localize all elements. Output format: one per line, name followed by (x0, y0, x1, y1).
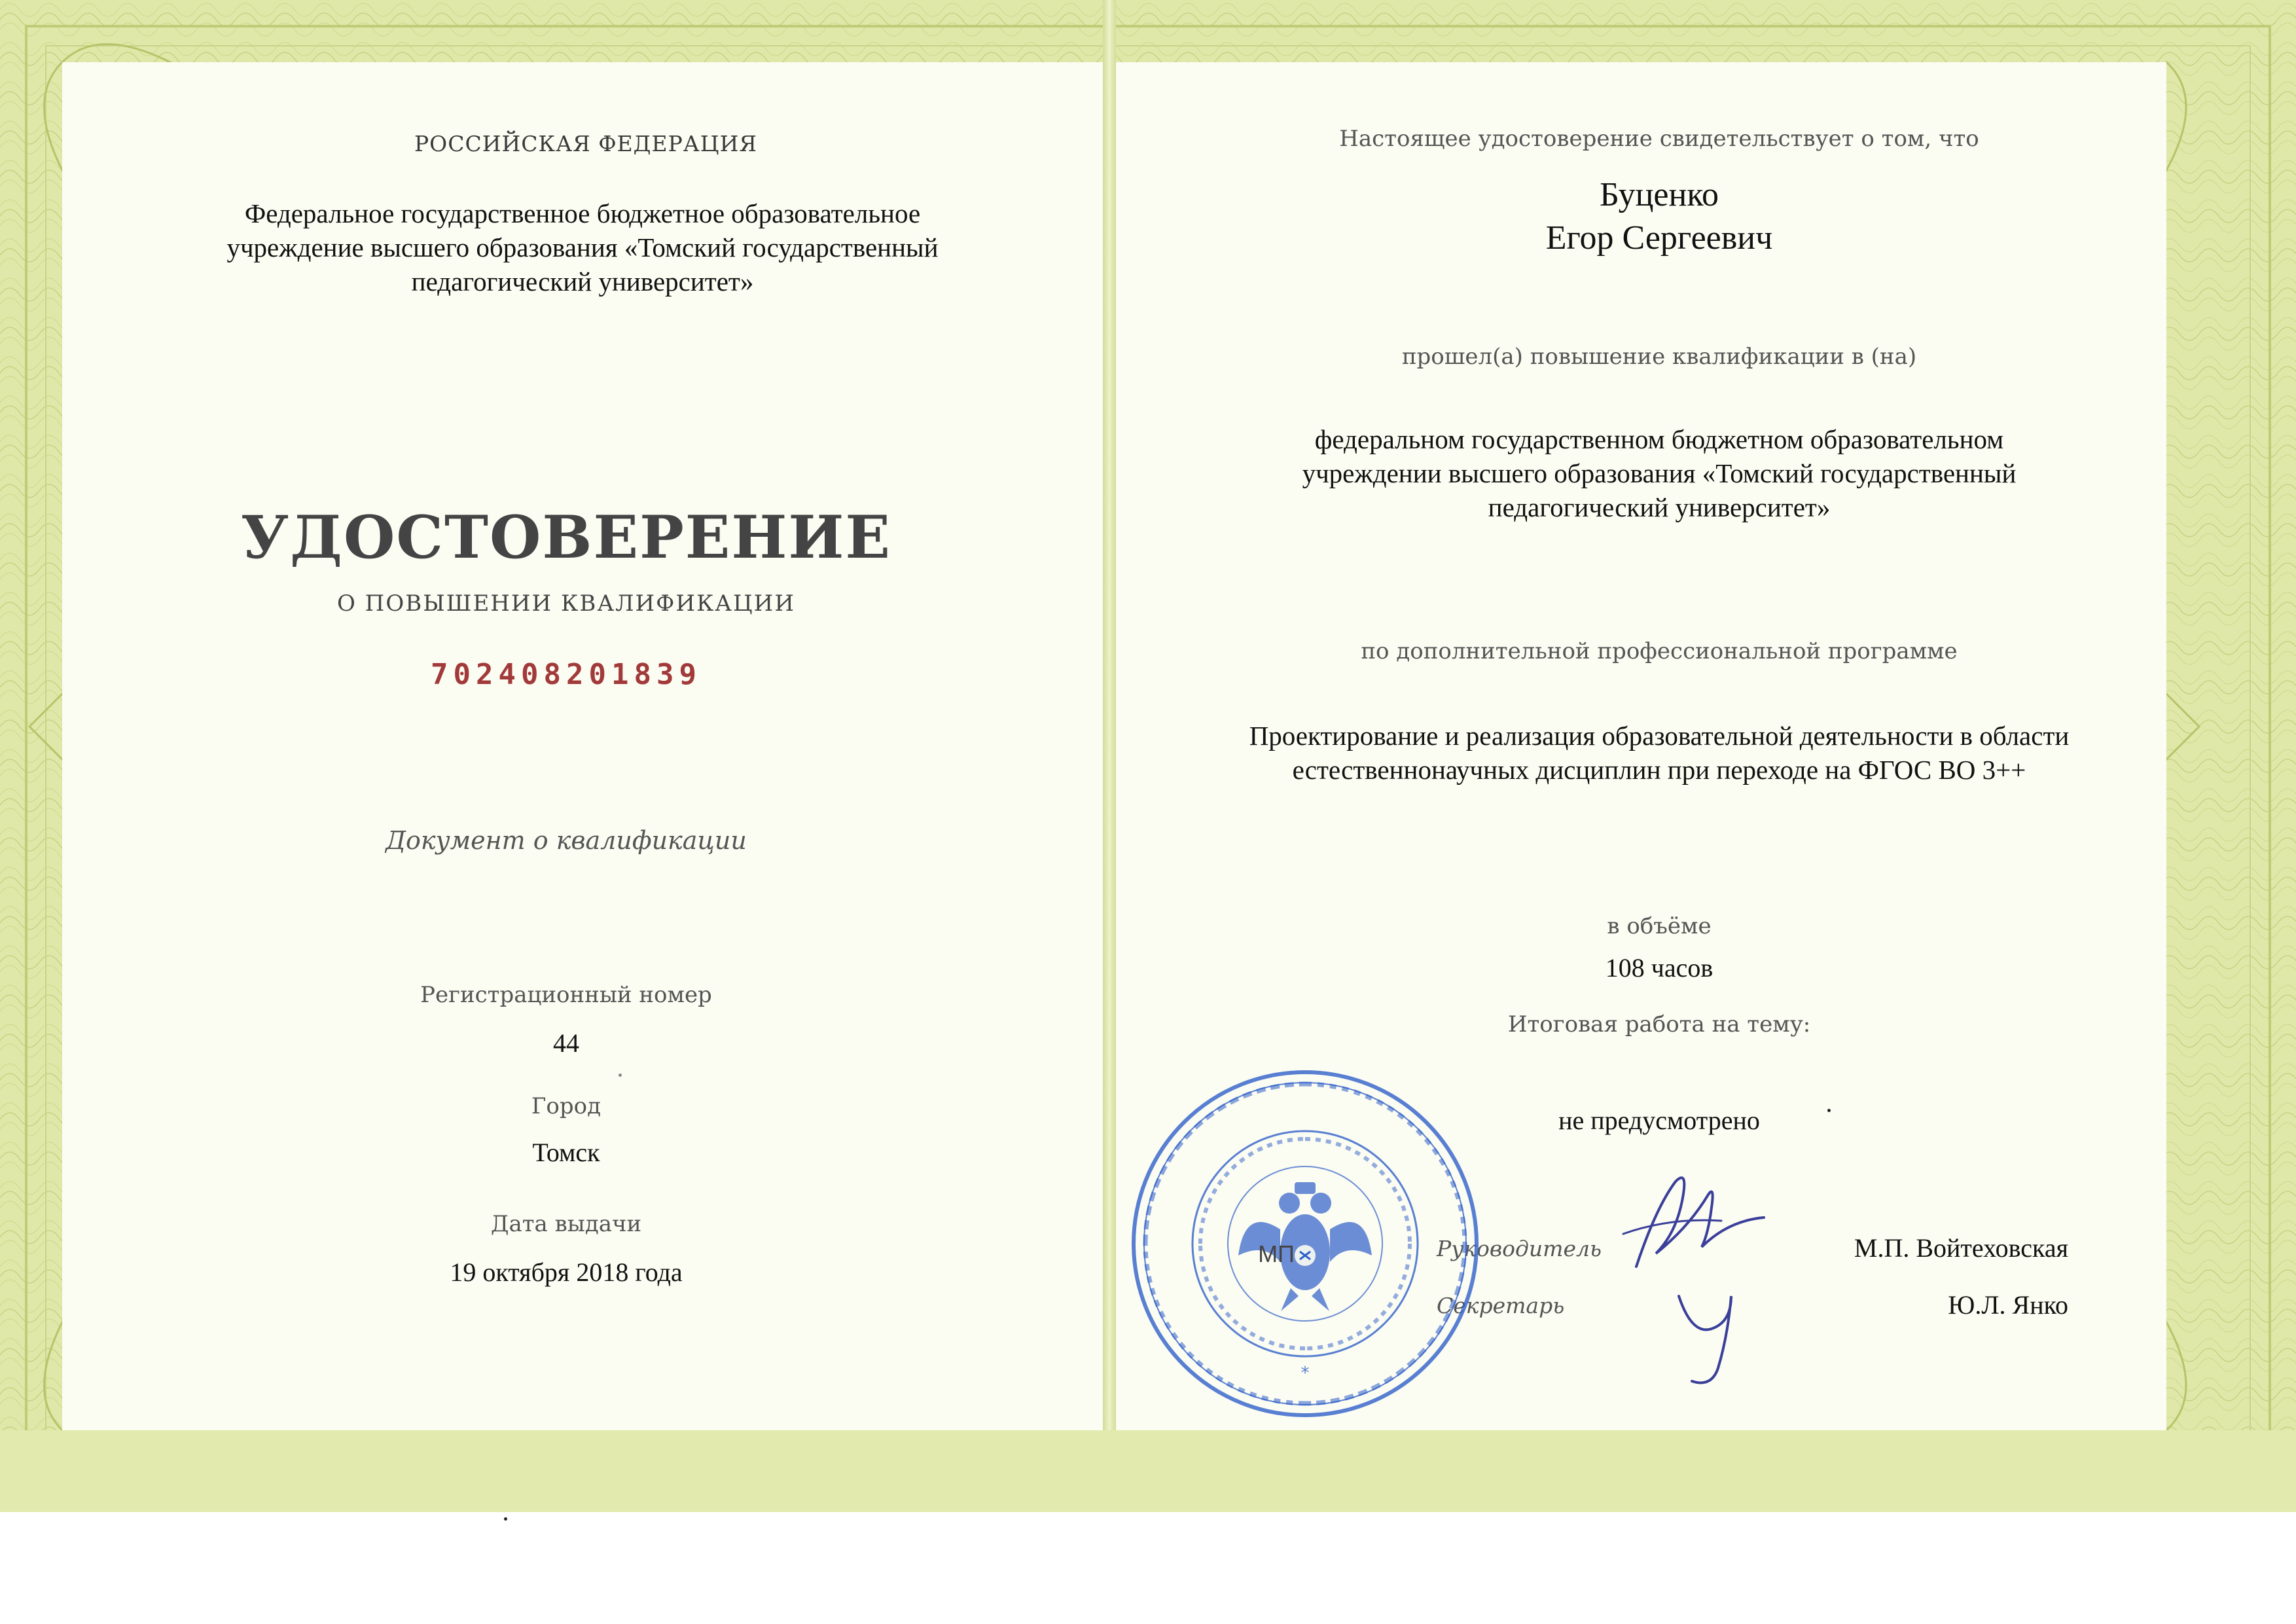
document-subtitle: О ПОВЫШЕНИИ КВАЛИФИКАЦИИ (337, 590, 795, 617)
holder-name (1201, 173, 2117, 260)
issuer-line: Федеральное государственное бюджетное образовательное (244, 198, 921, 228)
registration-value: 44 (553, 1028, 579, 1058)
program-line: Проектирование и реализация образовательной деятельности в области (1249, 721, 2070, 751)
city-label: Город (531, 1093, 601, 1119)
secretary-name: Ю.Л. Янко (1948, 1290, 2068, 1320)
serial-number: 702408201839 (431, 658, 702, 691)
institution-line: учреждении высшего образования «Томский государственный (1302, 458, 2017, 488)
volume-label: в объёме (1607, 913, 1712, 939)
volume-value: 108 часов (1605, 953, 1713, 983)
head-name: М.П. Войтеховская (1854, 1233, 2068, 1263)
ink-dot (1827, 1109, 1831, 1112)
issue-date-label: Дата выдачи (490, 1211, 642, 1237)
issuer-name (128, 196, 1037, 298)
ink-dot (619, 1074, 622, 1077)
secretary-signature (1666, 1283, 1757, 1394)
document-kind: Документ о квалификации (386, 826, 747, 855)
country-heading: РОССИЙСКАЯ ФЕДЕРАЦИЯ (414, 131, 758, 156)
issue-date-value: 19 октября 2018 года (450, 1257, 683, 1287)
program-name (1126, 719, 2193, 787)
institution-name (1136, 422, 2183, 524)
completed-label: прошел(а) повышение квалификации в (на) (1401, 344, 1917, 370)
scan-speck (504, 1517, 507, 1521)
head-role: Руководитель (1437, 1236, 1602, 1261)
center-fold (1103, 0, 1116, 1512)
holder-surname: Буценко (1600, 176, 1719, 213)
institution-line: педагогический университет» (1488, 492, 1831, 522)
holder-given-names: Егор Сергеевич (1545, 219, 1773, 257)
head-signature (1617, 1155, 1774, 1286)
program-label: по дополнительной профессиональной программе (1361, 638, 1958, 664)
seal-mark: МП (1258, 1240, 1295, 1267)
secretary-role: Секретарь (1437, 1293, 1565, 1318)
intro-text: Настоящее удостоверение свидетельствует о том, что (1339, 126, 1979, 152)
final-work-value: не предусмотрено (1558, 1106, 1760, 1135)
program-line: естественнонаучных дисциплин при переходе на ФГОС ВО 3++ (1292, 755, 2026, 785)
issuer-line: педагогический университет» (411, 266, 754, 297)
svg-text:*: * (1300, 1363, 1310, 1383)
institution-line: федеральном государственном бюджетном образовательном (1314, 424, 2004, 454)
document-title: УДОСТОВЕРЕНИЕ (240, 503, 892, 572)
scan-margin (0, 1512, 2296, 1624)
final-work-label: Итоговая работа на тему: (1507, 1011, 1811, 1038)
registration-label: Регистрационный номер (420, 982, 712, 1008)
issuer-line: учреждение высшего образования «Томский государственный (226, 232, 939, 262)
bottom-border-band (0, 1430, 2296, 1512)
city-value: Томск (532, 1138, 600, 1167)
